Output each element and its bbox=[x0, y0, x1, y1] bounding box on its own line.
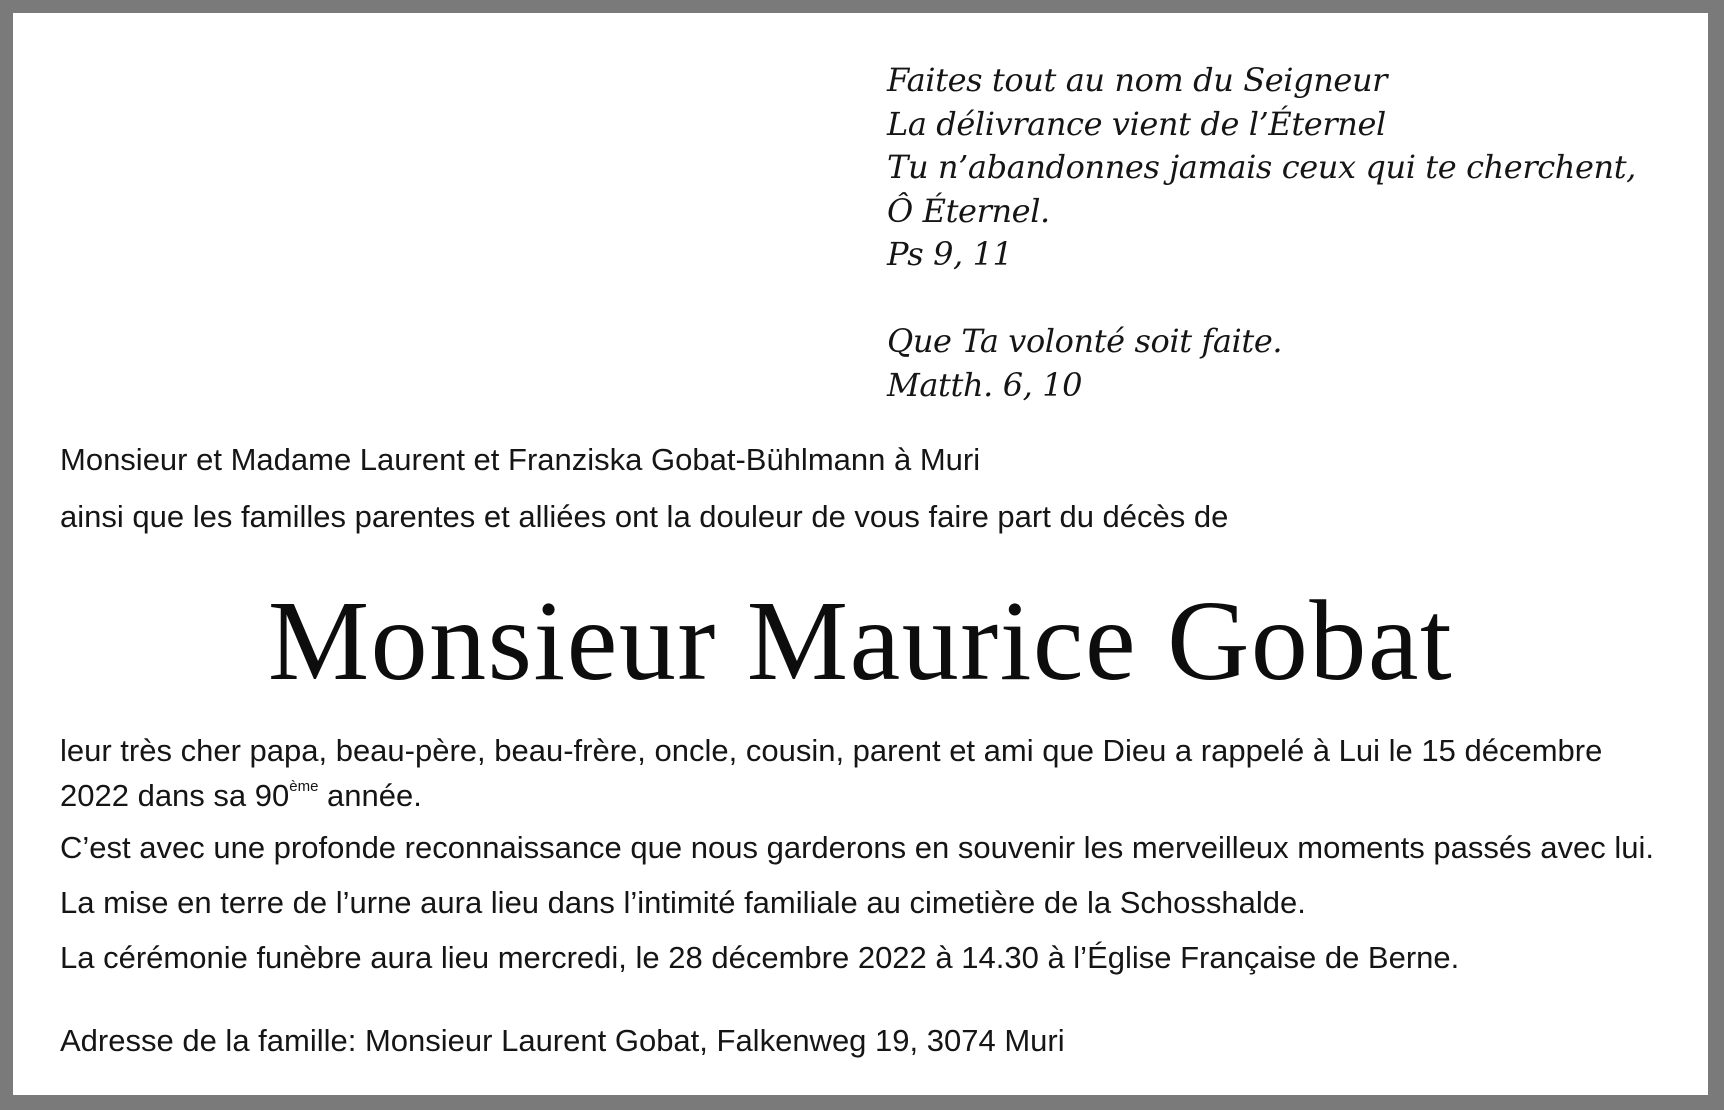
family-names-line: Monsieur et Madame Laurent et Franziska Gobat-Bühlmann à Muri bbox=[60, 442, 981, 477]
ordinal-suffix: ème bbox=[289, 778, 319, 795]
verse-line: Ô Éternel. bbox=[887, 191, 1050, 230]
burial-paragraph: La mise en terre de l’urne aura lieu dans l’intimité familiale au cimetière de la Schosshalde. bbox=[60, 885, 1306, 920]
tribute-paragraph bbox=[60, 728, 1670, 818]
verse-line: Que Ta volonté soit faite. bbox=[887, 322, 1283, 360]
tribute-text: leur très cher papa, beau-père, beau-frère, oncle, cousin, parent et ami que Dieu a rappelé à Lui le 15 décembre 2022 dans sa 90 bbox=[60, 733, 1603, 813]
verse-spacer bbox=[887, 277, 1636, 321]
verse-line: La délivrance vient de l’Éternel bbox=[887, 104, 1386, 143]
tribute-text-end: année. bbox=[318, 778, 422, 813]
family-address: Adresse de la famille: Monsieur Laurent Gobat, Falkenweg 19, 3074 Muri bbox=[60, 1023, 1065, 1058]
verse-line: Tu n’abandonnes jamais ceux qui te cherchent, bbox=[887, 148, 1636, 186]
family-announcement bbox=[60, 431, 1228, 545]
verse-reference: Ps 9, 11 bbox=[887, 235, 1013, 273]
ceremony-paragraph: La cérémonie funèbre aura lieu mercredi, le 28 décembre 2022 à 14.30 à l’Église Française de Berne. bbox=[60, 940, 1460, 975]
obituary-body bbox=[60, 728, 1670, 991]
obituary-notice bbox=[13, 13, 1708, 1095]
gratitude-paragraph: C’est avec une profonde reconnaissance que nous garderons en souvenir les merveilleux moments passés avec lui. bbox=[60, 830, 1654, 865]
announcement-line: ainsi que les familles parentes et alliées ont la douleur de vous faire part du décès de bbox=[60, 499, 1229, 534]
verse-reference: Matth. 6, 10 bbox=[887, 365, 1083, 404]
verse-line: Faites tout au nom du Seigneur bbox=[887, 61, 1388, 99]
deceased-name: Monsieur Maurice Gobat bbox=[267, 577, 1454, 704]
bible-verses bbox=[887, 59, 1636, 407]
